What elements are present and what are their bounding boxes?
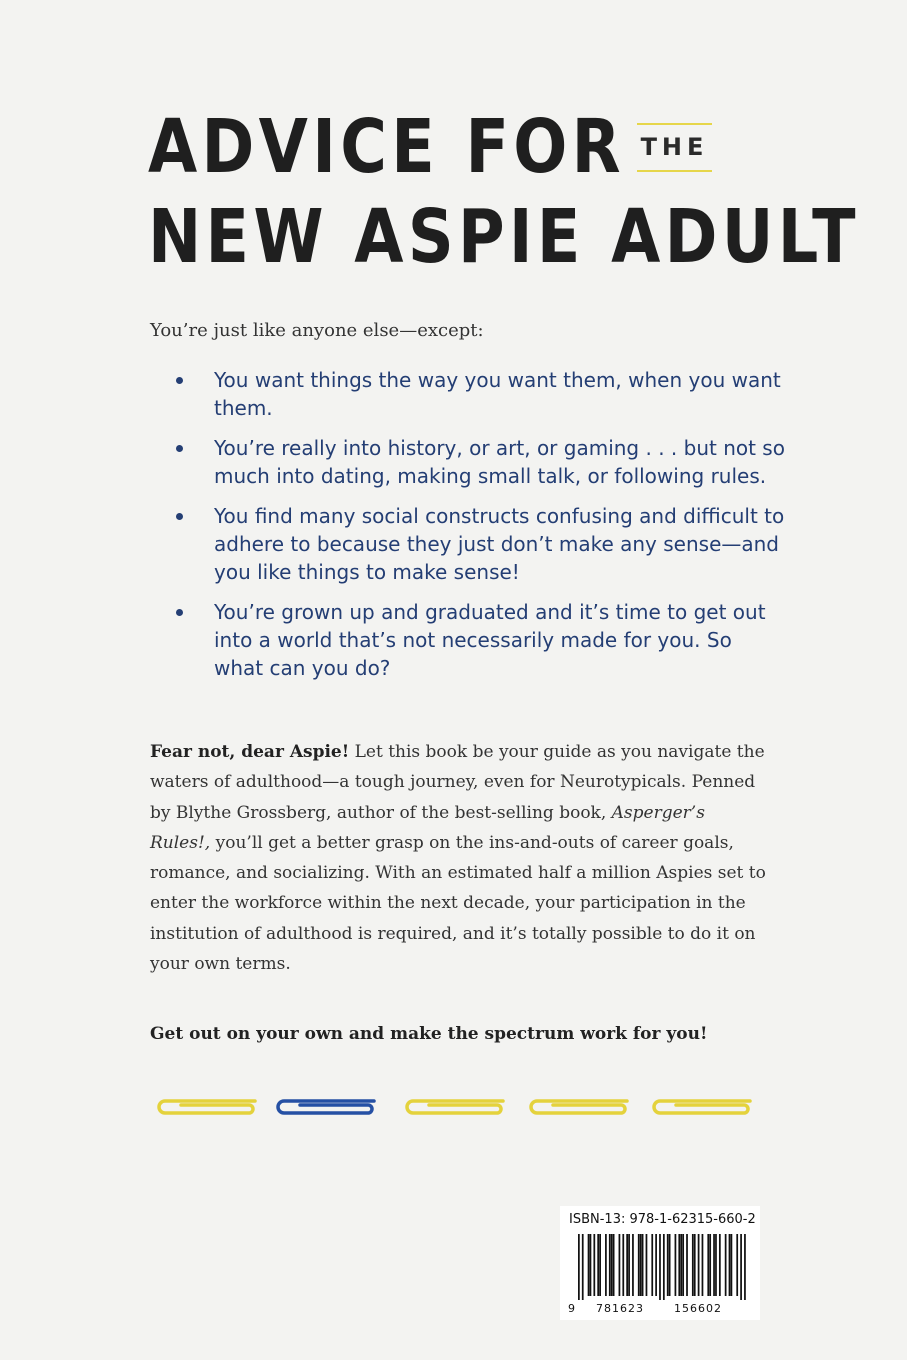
bullet-item [176, 366, 786, 422]
barcode-bar [651, 1234, 653, 1296]
paperclip-icon [525, 1092, 633, 1122]
barcode-bar [719, 1234, 721, 1296]
barcode-bar [678, 1234, 680, 1296]
paperclip-icon [648, 1092, 756, 1122]
barcode-bar [667, 1234, 669, 1296]
barcode-bar [744, 1234, 746, 1300]
barcode-bar [605, 1234, 607, 1296]
bullet-dot-icon [176, 513, 183, 520]
barcode-bar [622, 1234, 624, 1296]
barcode-box [560, 1206, 760, 1320]
barcode-bar [698, 1234, 700, 1296]
paperclip-wire [654, 1101, 750, 1113]
paperclip-icon [153, 1092, 261, 1122]
barcode-bar [599, 1234, 601, 1296]
barcode-bars [578, 1234, 746, 1300]
description-lead: Fear not, dear Aspie! [150, 742, 350, 762]
barcode-bar [709, 1234, 711, 1296]
barcode-bar [729, 1234, 731, 1296]
bullet-item [176, 502, 786, 586]
book-title: Asperger’s Rules!, [150, 802, 705, 853]
barcode-bar [578, 1234, 580, 1300]
barcode-bar [731, 1234, 733, 1296]
barcode-bar [638, 1234, 640, 1296]
barcode-bar [582, 1234, 584, 1300]
barcode-bar [694, 1234, 696, 1296]
title-the-block [637, 123, 712, 172]
title-the-word: THE [640, 133, 709, 161]
title-line-1: ADVICE FOR [148, 104, 625, 190]
barcode-bar [646, 1234, 648, 1296]
barcode-bar [613, 1234, 615, 1296]
paperclip-icon [272, 1092, 380, 1122]
barcode-lead-digit: 9 [568, 1302, 575, 1315]
barcode-bar [686, 1234, 688, 1296]
barcode-bar [640, 1234, 642, 1296]
barcode-bar [597, 1234, 599, 1296]
bullet-text: You’re really into history, or art, or gaming . . . but not so much into dating, making small talk, or following rules. [214, 436, 785, 488]
paperclip-wire [531, 1101, 627, 1113]
barcode-bar [713, 1234, 715, 1296]
intro-text: You’re just like anyone else—except: [150, 320, 484, 341]
barcode-bar [740, 1234, 742, 1300]
barcode-bar [593, 1234, 595, 1296]
barcode-bar [642, 1234, 644, 1296]
barcode-bar [669, 1234, 671, 1296]
barcode-bar [692, 1234, 694, 1296]
barcode-bar [619, 1234, 621, 1296]
barcode-bar [655, 1234, 657, 1296]
barcode-right-digits: 156602 [674, 1302, 722, 1315]
paperclip-wire [407, 1101, 503, 1113]
title-line-2: NEW ASPIE ADULT [148, 194, 860, 280]
description-text-a: Let this book be your guide as you navigate the waters of adulthood—a tough journey, even for Neurotypicals. Penned by Blythe Grossberg, author of the best-selling book, [150, 742, 765, 823]
description-paragraph [150, 737, 770, 979]
barcode-bar [725, 1234, 727, 1296]
bullet-dot-icon [176, 609, 183, 616]
bullet-dot-icon [176, 377, 183, 384]
barcode-bar [609, 1234, 611, 1296]
top-rule [637, 123, 712, 125]
barcode-left-digits: 781623 [596, 1302, 644, 1315]
closing-line: Get out on your own and make the spectrum work for you! [150, 1024, 708, 1044]
barcode-bar [588, 1234, 590, 1296]
barcode-bar [707, 1234, 709, 1296]
barcode-bar [702, 1234, 704, 1296]
barcode-bar [611, 1234, 613, 1296]
bullet-item [176, 598, 786, 682]
barcode-bar [715, 1234, 717, 1296]
bottom-rule [637, 170, 712, 172]
barcode-bar [590, 1234, 592, 1296]
barcode-bar [680, 1234, 682, 1296]
bullet-text: You find many social constructs confusing and difficult to adhere to because they just don’t make any sense—and you like things to make sense! [214, 504, 785, 584]
bullet-item [176, 434, 786, 490]
bullet-list [176, 366, 786, 694]
barcode-bar [663, 1234, 665, 1300]
isbn-label: ISBN-13: 978-1-62315-660-2 [569, 1212, 756, 1227]
bullet-text: You want things the way you want them, when you want them. [214, 368, 781, 420]
barcode-bar [659, 1234, 661, 1300]
bullet-text: You’re grown up and graduated and it’s time to get out into a world that’s not necessarily made for you. So what can you do? [214, 600, 766, 680]
barcode-bar [628, 1234, 630, 1296]
paperclip-icon [401, 1092, 509, 1122]
barcode-bar [682, 1234, 684, 1296]
barcode-bar [675, 1234, 677, 1296]
barcode-bar [626, 1234, 628, 1296]
barcode-bar [736, 1234, 738, 1296]
paperclip-wire [278, 1101, 374, 1113]
paperclip-wire [159, 1101, 255, 1113]
description-text-b: you’ll get a better grasp on the ins-and-outs of career goals, romance, and socializing. With an estimated half a million Aspies set to enter the workforce within the next decade, your participation in the institution of adulthood is required, and it’s totally possible to do it on your own terms. [150, 832, 766, 975]
bullet-dot-icon [176, 445, 183, 452]
barcode-bar [632, 1234, 634, 1296]
